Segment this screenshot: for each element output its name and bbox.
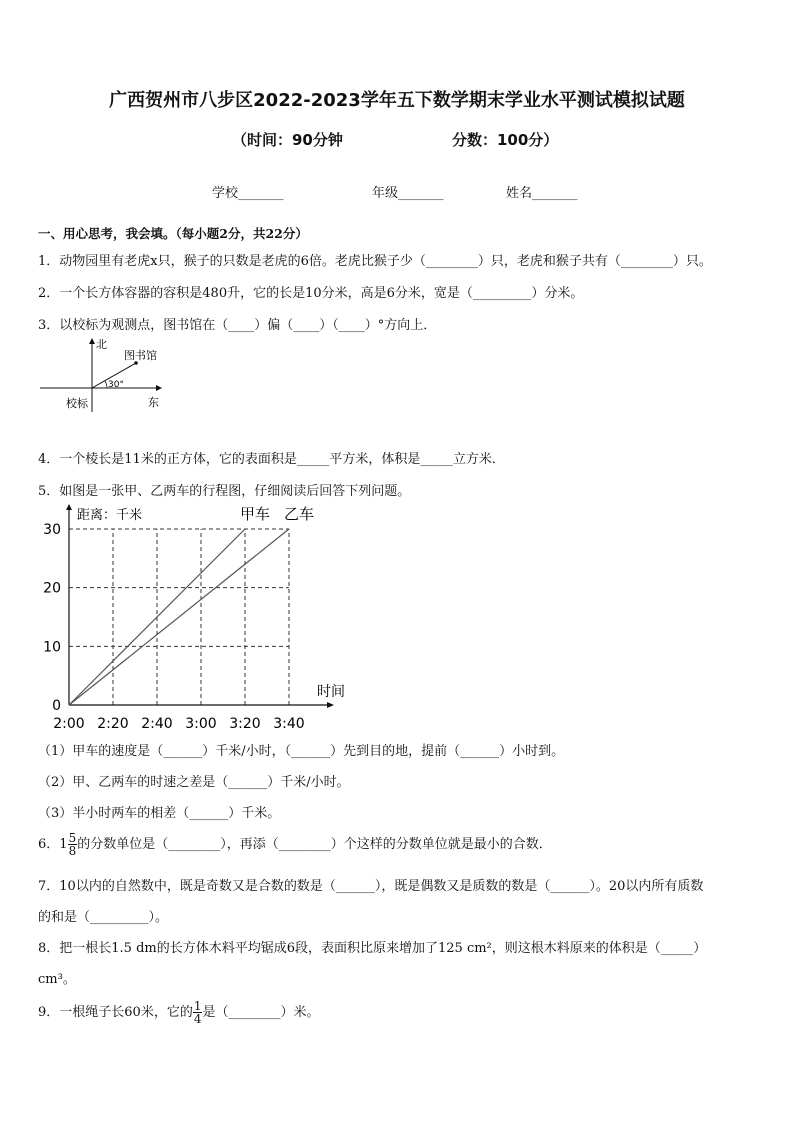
question-5: 5．如图是一张甲、乙两车的行程图，仔细阅读后回答下列问题。 [38,484,411,499]
name-field: 姓名_______ [506,186,578,201]
y-tick-label: 0 [52,698,61,714]
question-9-prefix: 9．一根绳子长60米，它的 [38,1005,193,1020]
question-7-line-2: 的和是（_________）。 [38,910,169,925]
question-1: 1．动物园里有老虎x只，猴子的只数是老虎的6倍。老虎比猴子少（________）只，老虎和猴子共有（________）只。 [38,254,712,269]
x-tick-label: 2:00 [53,716,85,732]
question-4: 4．一个棱长是11米的正方体，它的表面积是_____平方米，体积是_____立方米． [38,452,505,467]
question-5-3: （3）半小时两车的相差（______）千米。 [38,806,281,821]
question-6-fraction [68,832,78,857]
question-6-denominator: 8 [68,844,77,858]
question-6-whole: 1 [59,837,68,852]
question-7-line-1: 7．10以内的自然数中，既是奇数又是合数的数是（______），既是偶数又是质数的数是（______）。20以内所有质数 [38,879,704,894]
question-6-rest: 的分数单位是（________），再添（________）个这样的分数单位就是最小的合数． [77,837,552,852]
series-line-2 [69,529,289,705]
question-9-numerator: 1 [193,999,202,1013]
question-6 [38,830,552,860]
x-axis-label: 时间 [317,684,345,700]
y-tick-label: 30 [43,522,61,538]
question-5-1: （1）甲车的速度是（______）千米/小时，（______）先到目的地，提前（______）小时到。 [38,744,565,759]
series-label-2: 乙车 [283,505,315,523]
question-6-numerator: 5 [68,831,77,845]
library-label: 图书馆 [124,349,157,362]
school-field: 学校_______ [212,186,284,201]
y-axis-label: 距离：千米 [77,508,143,523]
exam-time: （时间：90分钟 [232,131,343,149]
question-6-prefix: 6． [38,837,60,852]
question-3: 3．以校标为观测点，图书馆在（____）偏（____）（____）°方向上． [38,318,437,333]
y-tick-label: 20 [43,580,61,597]
x-tick-label: 2:40 [141,716,173,732]
origin-label: 校标 [66,397,88,410]
x-tick-label: 2:20 [97,716,129,732]
north-label: 北 [96,338,107,351]
angle-label: 30° [108,380,124,390]
question-8-line-2: cm³。 [38,972,76,987]
series-label-1: 甲车 [239,505,271,523]
page-title: 广西贺州市八步区2022-2023学年五下数学期末学业水平测试模拟试题 [109,90,685,111]
angle-arc [105,381,107,388]
east-label: 东 [148,396,159,409]
compass-diagram [36,336,176,416]
travel-chart [36,500,356,736]
question-9-rest: 是（________）米。 [202,1005,320,1020]
x-tick-label: 3:40 [273,716,305,732]
section-heading: 一、用心思考，我会填。（每小题2分，共22分） [38,226,308,241]
y-axis-arrow [66,504,72,510]
x-tick-label: 3:00 [185,716,217,732]
north-arrow [89,338,95,344]
grade-field: 年级_______ [372,186,444,201]
east-arrow [156,385,162,391]
exam-score: 分数：100分） [452,131,559,149]
x-tick-label: 3:20 [229,716,261,732]
question-9-denominator: 4 [193,1012,202,1026]
question-2: 2．一个长方体容器的容积是480升，它的长是10分米，高是6分米，宽是（_________）分米。 [38,286,584,301]
question-9 [38,998,319,1028]
question-8-line-1: 8．把一根长1.5 dm的长方体木料平均锯成6段，表面积比原来增加了125 cm²，则这根木料原来的体积是（_____） [38,941,707,956]
x-axis-arrow [327,702,334,708]
y-tick-label: 10 [43,639,61,656]
question-5-2: （2）甲、乙两车的时速之差是（______）千米/小时。 [38,775,350,790]
